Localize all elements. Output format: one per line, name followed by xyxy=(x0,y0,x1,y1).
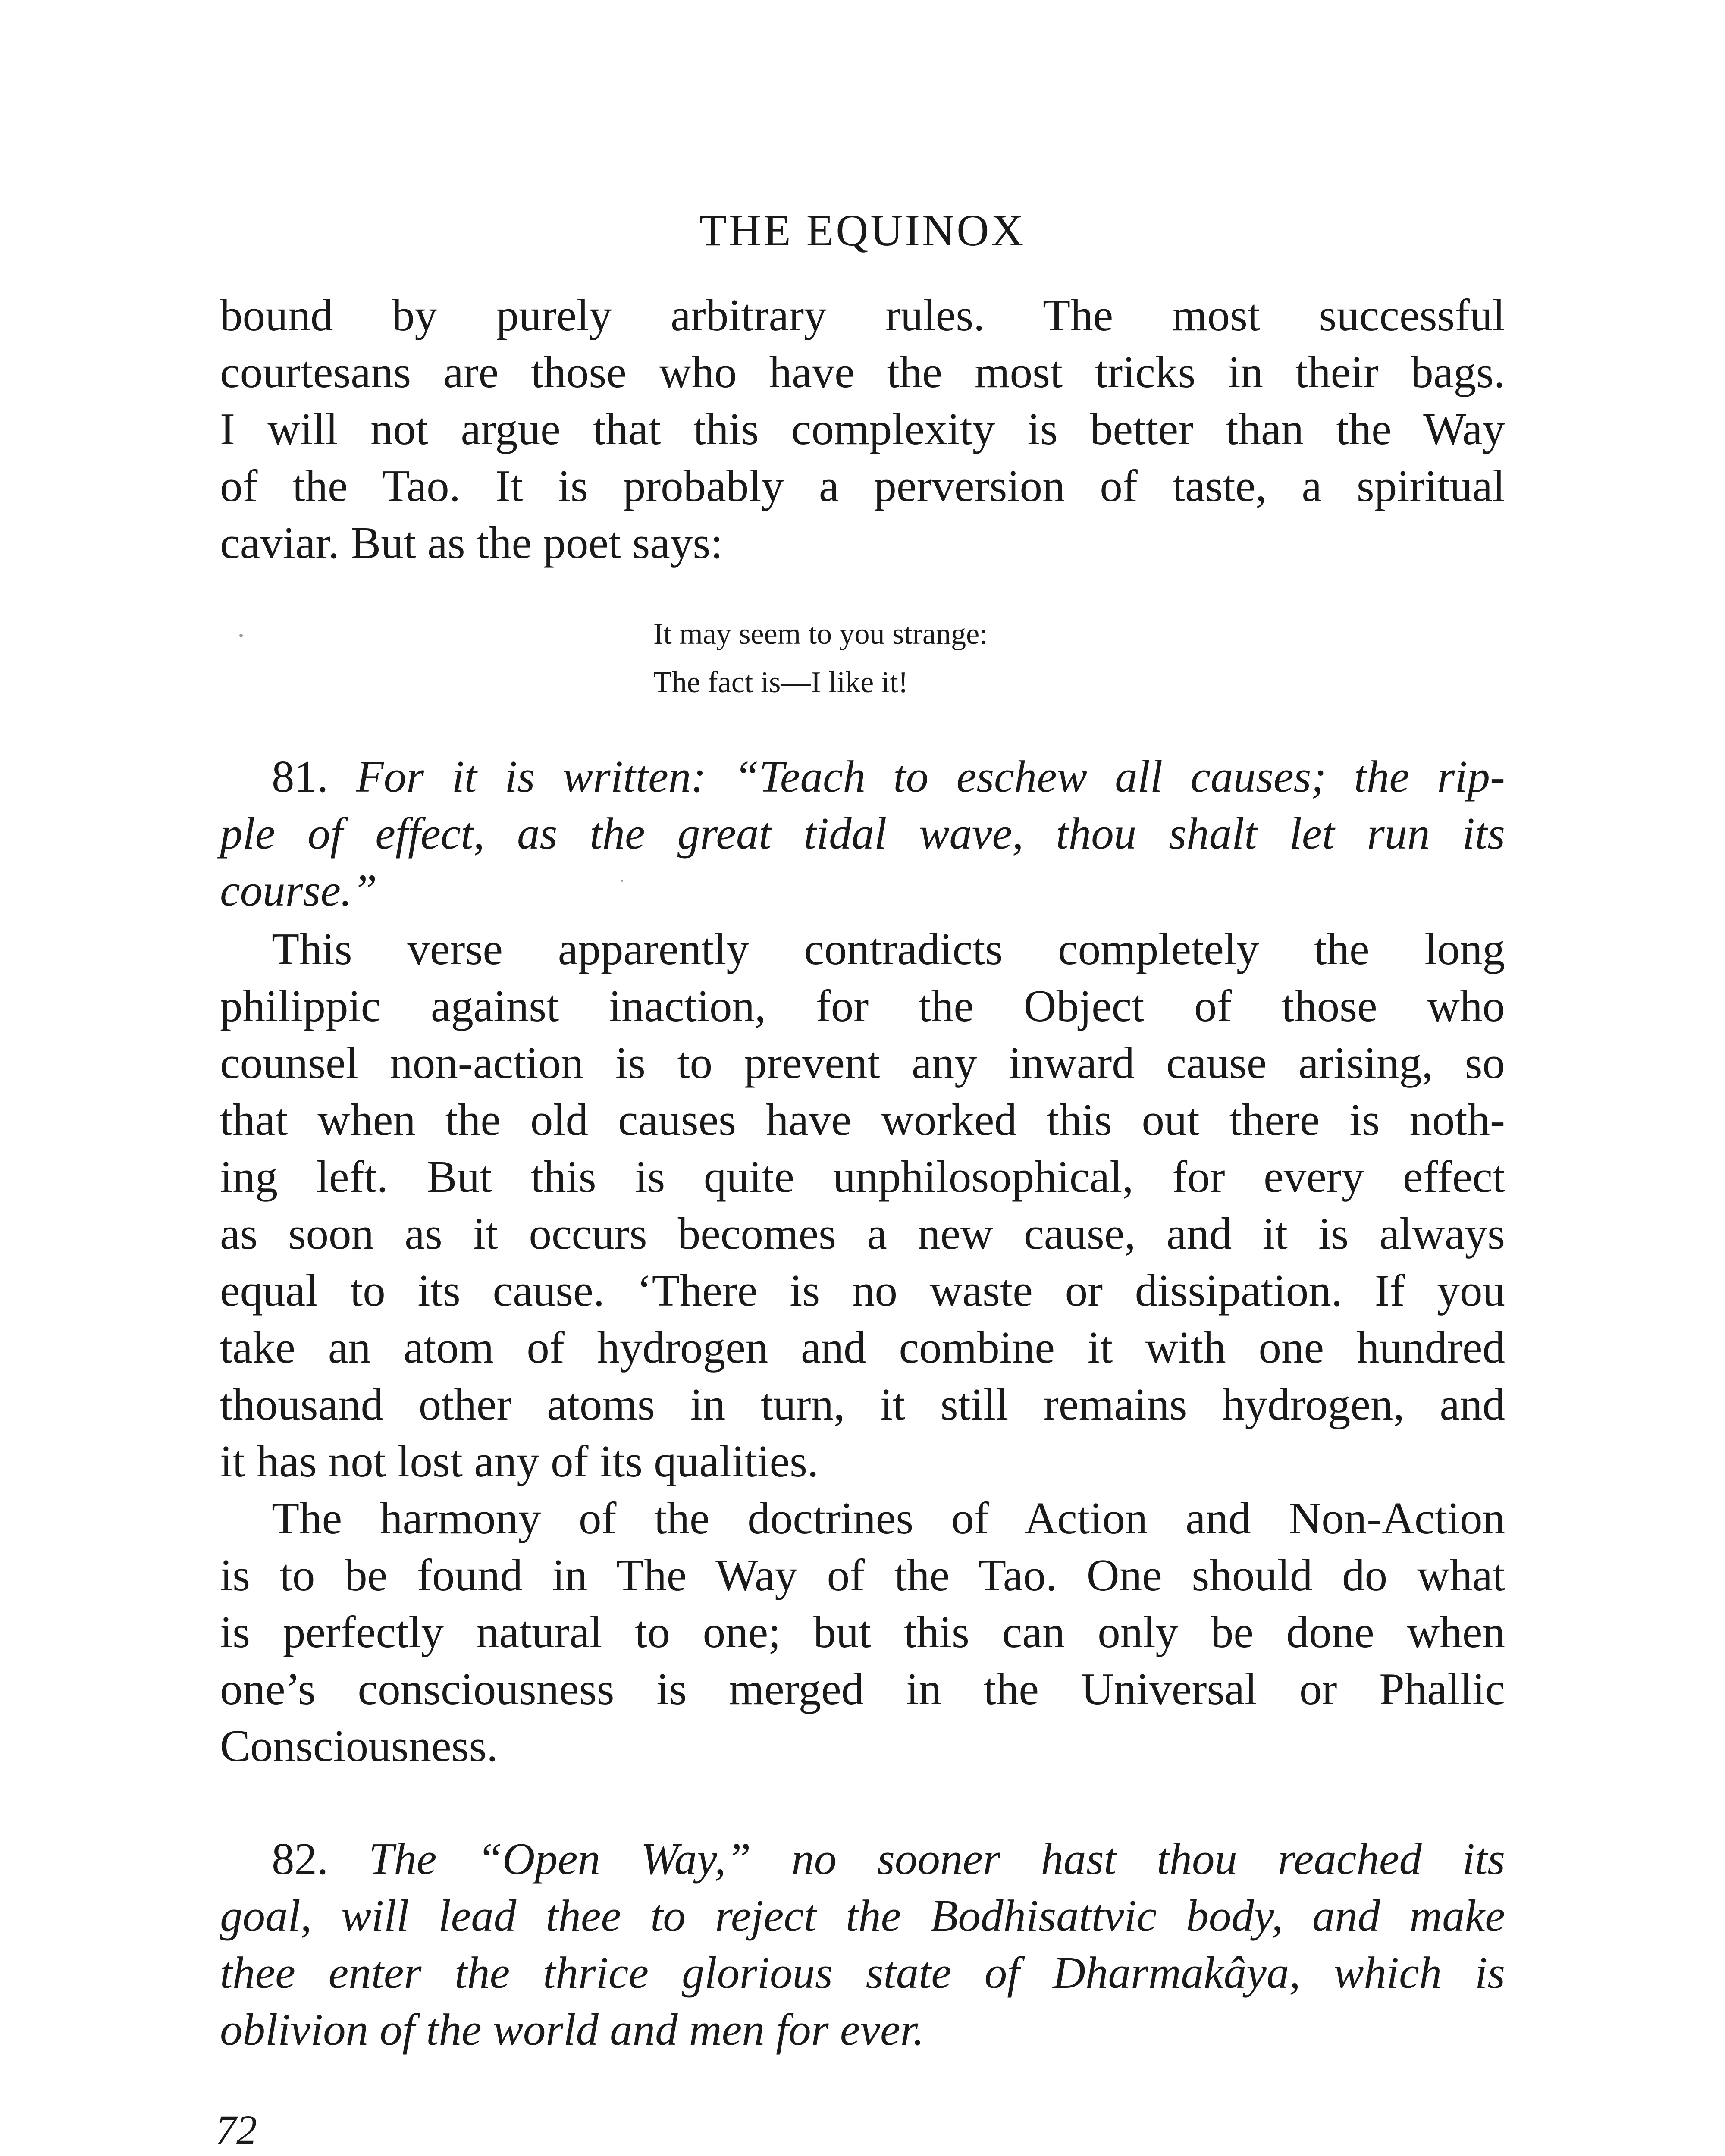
section-number: 82. xyxy=(272,1833,329,1884)
text-line: ing left. But this is quite unphilosophical, for every effect xyxy=(220,1151,1505,1202)
text-line: Consciousness. xyxy=(220,1720,498,1771)
text-line: it has not lost any of its qualities. xyxy=(220,1436,819,1486)
print-speck xyxy=(621,880,623,882)
text-line: I will not argue that this complexity is better than the Way xyxy=(220,404,1505,454)
text-line: thee enter the thrice glorious state of Dharmakâya, which is xyxy=(220,1947,1505,1998)
text-line: oblivion of the world and men for ever. xyxy=(220,2004,925,2055)
text-line: This verse apparently contradicts completely the long xyxy=(272,924,1505,974)
text-line: is to be found in The Way of the Tao. One should do what xyxy=(220,1550,1505,1600)
text-line: bound by purely arbitrary rules. The most successful xyxy=(220,290,1505,340)
quote-text: The “Open Way,” no sooner hast thou reached its xyxy=(368,1833,1505,1884)
text-line: one’s consciousness is merged in the Universal or Phallic xyxy=(220,1664,1505,1714)
section-81-quote xyxy=(220,748,1505,919)
text-line: thousand other atoms in turn, it still remains hydrogen, and xyxy=(220,1379,1505,1429)
text-line: courtesans are those who have the most tricks in their bags. xyxy=(220,347,1505,397)
text-line: course.” xyxy=(220,865,377,915)
section-82-quote xyxy=(220,1830,1505,2058)
intro-paragraph xyxy=(220,287,1505,571)
text-line xyxy=(220,748,1505,805)
text-line: caviar. But as the poet says: xyxy=(220,517,723,568)
section-81-commentary-2 xyxy=(220,1490,1505,1774)
verse-line: The fact is—I like it! xyxy=(653,666,908,699)
section-81-commentary-1 xyxy=(220,921,1505,1490)
text-line: is perfectly natural to one; but this can only be done when xyxy=(220,1607,1505,1657)
verse-line: It may seem to you strange: xyxy=(653,617,988,651)
running-head: THE EQUINOX xyxy=(699,206,1026,255)
text-line: ple of effect, as the great tidal wave, thou shalt let run its xyxy=(220,808,1505,859)
text-line: philippic against inaction, for the Object of those who xyxy=(220,981,1505,1031)
text-line: take an atom of hydrogen and combine it with one hundred xyxy=(220,1322,1505,1373)
page-number: 72 xyxy=(216,2107,257,2153)
text-line: counsel non-action is to prevent any inward cause arising, so xyxy=(220,1037,1505,1088)
text-line: of the Tao. It is probably a perversion of taste, a spiritual xyxy=(220,461,1505,511)
print-speck xyxy=(239,634,243,637)
text-line: as soon as it occurs becomes a new cause, and it is always xyxy=(220,1208,1505,1259)
quote-text: For it is written: “Teach to eschew all causes; the rip- xyxy=(356,751,1505,802)
text-line: equal to its cause. ‘There is no waste or dissipation. If you xyxy=(220,1265,1505,1316)
text-line xyxy=(220,1830,1505,1887)
text-line: that when the old causes have worked this out there is noth- xyxy=(220,1094,1505,1145)
verse-quotation xyxy=(653,610,988,707)
text-line: goal, will lead thee to reject the Bodhisattvic body, and make xyxy=(220,1890,1505,1941)
section-number: 81. xyxy=(272,751,329,802)
text-line: The harmony of the doctrines of Action and Non-Action xyxy=(272,1493,1505,1543)
